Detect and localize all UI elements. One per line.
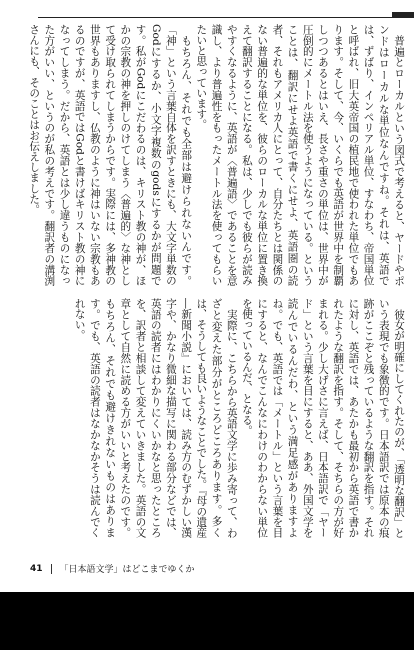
page-number: 41 [30,563,43,574]
paragraph: もちろん、それでも全部は避けられないんです。「神」という言葉自体を訳すときにも、大文字単数のGodにするか、小文字複数のgodsにするかが問題です。私がGodにこだわるのは、キリスト教の神が、ほかの宗教の神を押しのけてしまう〈普遍的〉な神として受け取られてしまうからです。実際には、多神教の世界もありますし、仏教のように神はいない宗教もあるのですが、英語ではGodと書けばキリスト教の神になってしまう。だから、英語とは少し違うものになった方がいい、というのが私の考えです。翻訳者の溝渕さんにも、そのことはお伝えしました。 [28,24,193,286]
upper-text-block [28,24,406,286]
running-title: 「日本語文学」はどこまでゆくか [59,565,195,575]
page-footer [30,562,195,575]
paragraph: 普遍とローカルという図式で考えると、ヤードやポンドはローカルな単位なんですね。それは、英語では、ずばり、インペリアル単位、すなわち、帝国単位と呼ばれ、旧大英帝国の植民地で使われた単位でもあります。そして、今、いくらでも英語が世界中を制覇しつつあるとはいえ、長さや重さの単位は、世界中が圧倒的にメートル法を使うようになっている。ということは、翻訳にせよ英語で書くにせよ、英語圏の読者、それもアメリカ人にとって、自分たちとは関係のない普遍的な単位を、彼らのローカルな単位に置き換えて翻訳することになる。私は、少しでも彼らが読みやすくなるように、英語が〈普遍語〉であることを意識し、より普遍性をもったメートル法を使ってもらいたいと思っています。 [195,24,405,286]
header-rule [38,17,404,18]
paragraph: 彼女が明確にしてくれたのが、「透明な翻訳」という表現でも象徴的です。日本語訳では原本の痕跡がここぞと残っているような翻訳を指す。それに対し、英語では、あたかも最初から英語で書かれたような翻訳を指す。そして、そちらの方が好まれる。少し大げさに言えば、日本語訳で「ヤード」という言葉を目にすると、ああ、外国文学を読んでいるんだわ、という満足感がありますよね。でも、英語では「メートル」という言葉を目にすると、なんでこんなにわけのわからない単位を使っているんだ、となる。 [240,298,405,538]
footer-divider [51,564,52,574]
header-tab-mark [392,12,414,18]
lower-text-block [34,298,406,538]
paragraph: 実際に、こちらから英語文学に歩み寄って、わざと変えた部分がところどころあります。多くは、そうしても良いようなことでした。『母の遺産―新聞小説』においては、読み方のむずかしい漢字や、かなり微細な描写に関わる部分などでは、英語の読者にはわかりにくいかなと思ったところを、訳者と相談して変えていきました。英語の文章として自然に読める方がいいと考えたのです。もちろん、それでも避けきれないものはあります。でも、英語の読者はなかなかそうは読んでくれない。 [73,298,238,538]
